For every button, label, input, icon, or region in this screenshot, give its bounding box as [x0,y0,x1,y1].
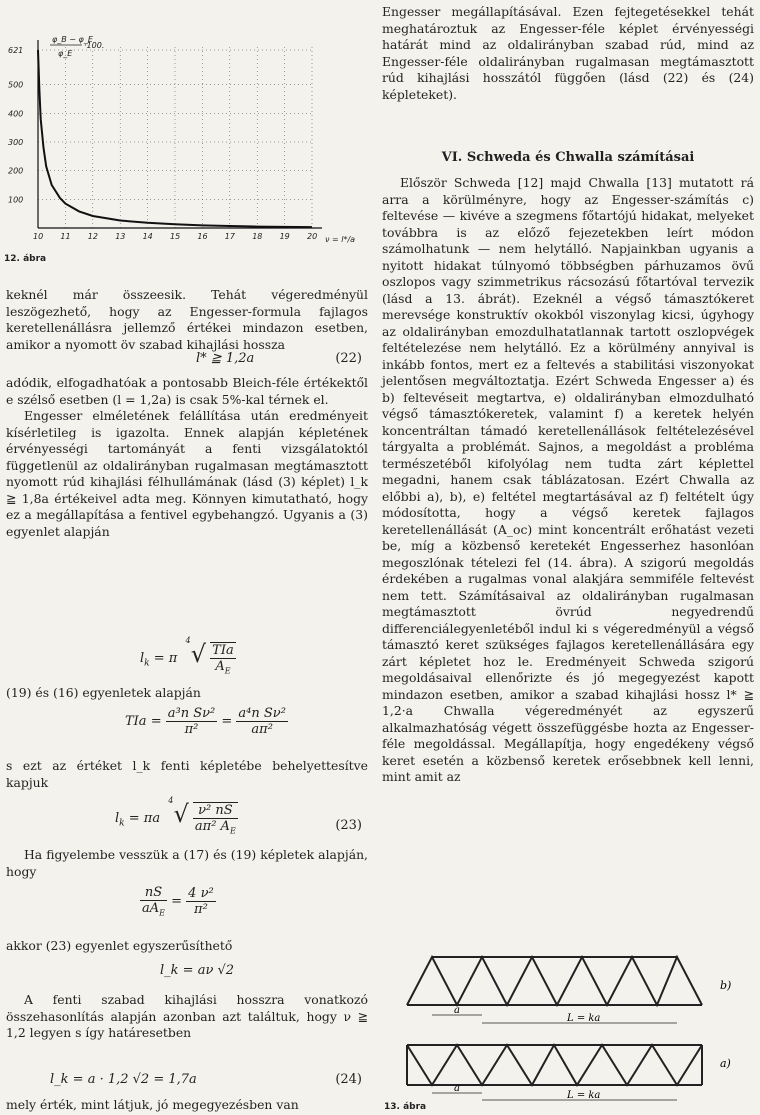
x-tick-label: 13 [115,232,126,241]
left-paragraph-1: keknél már összeesik. Tehát végeredményül leszögezhető, hogy az Engesser-formula fajlagos keretellenállásra jellemző értékei mindazon esetben, amikor a nyomott öv szabad kihajlási hossza [6,287,368,352]
y-tick-label: 400 [8,109,24,119]
x-tick-labels [33,232,317,241]
figure-13-caption: 13. ábra [384,1102,427,1112]
equation-simple: l_k = aν √2 [160,963,235,978]
x-tick-label: 16 [197,232,208,241]
y-tick-label: 300 [8,138,24,148]
figure-12-caption: 12. ábra [4,254,47,264]
x-tick-label: 10 [33,232,44,241]
equation-3: $l_k = \pi$ $^4$ √ $\frac{\text{TIa}}{A_E}$ [140,635,234,676]
left-paragraph-5: s ezt az értéket l_k fenti képletébe behelyettesítve kapjuk [6,758,368,790]
x-tick-label: 12 [87,232,98,241]
left-paragraph-9: mely érték, mint látjuk, jó megegyezésben van [6,1097,299,1112]
equation-22: l* ≧ 1,2a [196,351,255,366]
chart-grid [38,45,312,228]
y-tick-label: 500 [8,80,24,90]
truss-b-dim-L: L = ka [567,1013,601,1024]
left-paragraph-2: adódik, elfogadhatóak a pontosabb Bleich-féle értékektől e szélső esetben (l = 1,2a) is csak 5%-kal térnek el. [6,375,368,407]
right-paragraph-2: Először Schweda [12] majd Chwalla [13] mutatott rá arra a körülményre, hogy az Engesser-számítás c) feltevése — kivéve a szegmens főtartójú hidakat, melyeket továbbra is az előző fejezetekben leírt módon számolhatunk — nem helytálló. Napjainkban ugyanis a nyitott hidakat túlnyomó többségben párhuzamos övű oszlopos vagy szimmetrikus rácsozású főtartóval tervezik (lásd a 13. ábrát). Ezeknél a végső támasztókeret merevsége konstruktív okokból viszonylag kicsi, úgyhogy az oldalirányban emozdulhatatlannak tartott oszlopvégek feltételezése nem helytálló. Ez a körülmény annyival is inkább fontos, mert ez a feltevés a stabilitási viszonyokat jelentősen megváltoztatja. Ezért Schweda Engesser a) és b) feltevéseit megtartva, e) oldalirányban elmozdulható végső támasztókeretek, valamint f) a keretek helyén koncentráltan támadó keretellenállások feltételezésével tárgyalta a problémát. Sajnos, a megoldást a probléma természetéből kifolyólag nem tudta zárt képlettel megadni, hanem csak táblázatosan. Ezért Chwalla az előbbi a), b), e) feltétel megtartásával az f) feltételt úgy módosította, hogy a végső keretek fajlagos keretellenállását (A_oc) mint koncentrált erőhatást vezeti be, míg a közbenső keretekét Engesserhez hasonlóan megoszlónak tételezi fel (14. ábra). A szigorú megoldás érdekében a rugalmas vonal alakjára semmiféle feltevést nem tett. Számításaival az oldalirányban rugalmasan megtámasztott övrúd negyedrendű differenciálegyenletéből indul ki s végeredményül a végső támasztó keret szükséges fajlagos keretellenállására egy zárt képletet hoz le. Eredményeit Schweda szigorú megoldásaival ellenőrizte és jó megegyezést kapott mindazon esetben, amikor a szabad kihajlási hossz l* ≧ 1,2·a Chwalla végeredményét az egyszerű alkalmazhatóság végett összefüggésbe hozta az Engesser-féle megoldással. Megállapítja, hogy engedékeny végső keret esetén a közbenső keretek erősebbnek kell lenni, mint amit az [382,175,754,784]
equation-ns: $\frac{nS}{aA_E}$ = $\frac{\text{4 ν²}}{\text{π²}}$ [142,885,214,918]
left-paragraph-7: akkor (23) egyenlet egyszerűsíthető [6,938,233,953]
truss-a [407,1045,702,1085]
left-paragraph-8: A fenti szabad kihajlási hosszra vonatkozó összehasonlítás alapján azonban azt találtuk, hogy ν ≧ 1,2 legyen s így határesetben [6,992,368,1040]
truss-b-dim-a: a [454,1005,460,1016]
truss-a-dim-a: a [454,1083,460,1094]
series-line-curve [38,50,312,227]
y-axis-label-top: φ_B − φ_E [52,35,93,44]
equation-24-number: (24) [335,1072,362,1087]
x-tick-label: 20 [307,232,318,241]
x-tick-label: 11 [60,232,71,241]
x-tick-label: 14 [142,232,153,241]
equation-22-number: (22) [335,351,362,366]
section-heading: VI. Schweda és Chwalla számításai [441,150,695,165]
x-tick-label: 15 [170,232,181,241]
y-tick-label: 621 [8,46,24,55]
x-tick-label: 19 [279,232,290,241]
left-paragraph-3: Engesser elméletének felállítása után eredményeit kísérletileg is igazolta. Ennek alapján képletének érvényességi tartományát a fenti vizsgálatoktól függetlenül az oldalirányban rugalmasan megtámasztott nyomott rúd kihajlási félhullámának (lásd (3) képlet) l_k ≧ 1,8a értékeivel adta meg. Könnyen kimutatható, hogy ez a megállapítása a fentivel egybehangzó. Ugyanis a (3) egyenlet alapján [6,408,368,539]
y-axis-label-mult: ·100. [84,41,105,50]
chart-axes [38,40,322,228]
truss-a-dim-L: L = ka [567,1090,601,1101]
left-paragraph-6: Ha figyelembe vesszük a (17) és (19) képletek alapján, hogy [6,847,368,879]
y-tick-label: 200 [8,166,24,176]
equation-tia: TIa = $\frac{\text{a³n Sν²}}{\text{π²}}$ = $\frac{\text{a⁴n Sν²}}{\text{aπ²}}$ [125,706,286,737]
equation-24: l_k = a · 1,2 √2 = 1,7a [50,1072,197,1087]
figure-12-chart [0,0,372,250]
equation-23-number: (23) [335,818,362,833]
figure-13-diagram [382,945,754,1105]
y-axis-label-bottom: φ_E [58,49,73,58]
equation-23: $l_k = \pi a$ $^4$ √ $\frac{\text{ν² nS}}{a\pi^2 A_E}$ [115,795,236,836]
left-paragraph-4: (19) és (16) egyenletek alapján [6,685,201,700]
x-axis-label: ν = l*/a [325,235,356,244]
y-tick-labels [8,46,23,204]
x-tick-label: 18 [252,232,263,241]
truss-b-label: b) [720,979,732,992]
truss-a-label: a) [720,1057,731,1070]
x-tick-label: 17 [224,232,235,241]
right-paragraph-1: Engesser megállapításával. Ezen fejtegetésekkel tehát meghatároztuk az Engesser-féle képlet érvényességi határát mind az oldalirányban szabad rúd, mind az Engesser-féle oldalirányban rugalmasan megtámasztott rúd kihajlási hosszától függően (lásd (22) és (24) képleteket). [382,4,754,102]
truss-b [407,957,702,1005]
y-tick-label: 100 [8,195,24,205]
